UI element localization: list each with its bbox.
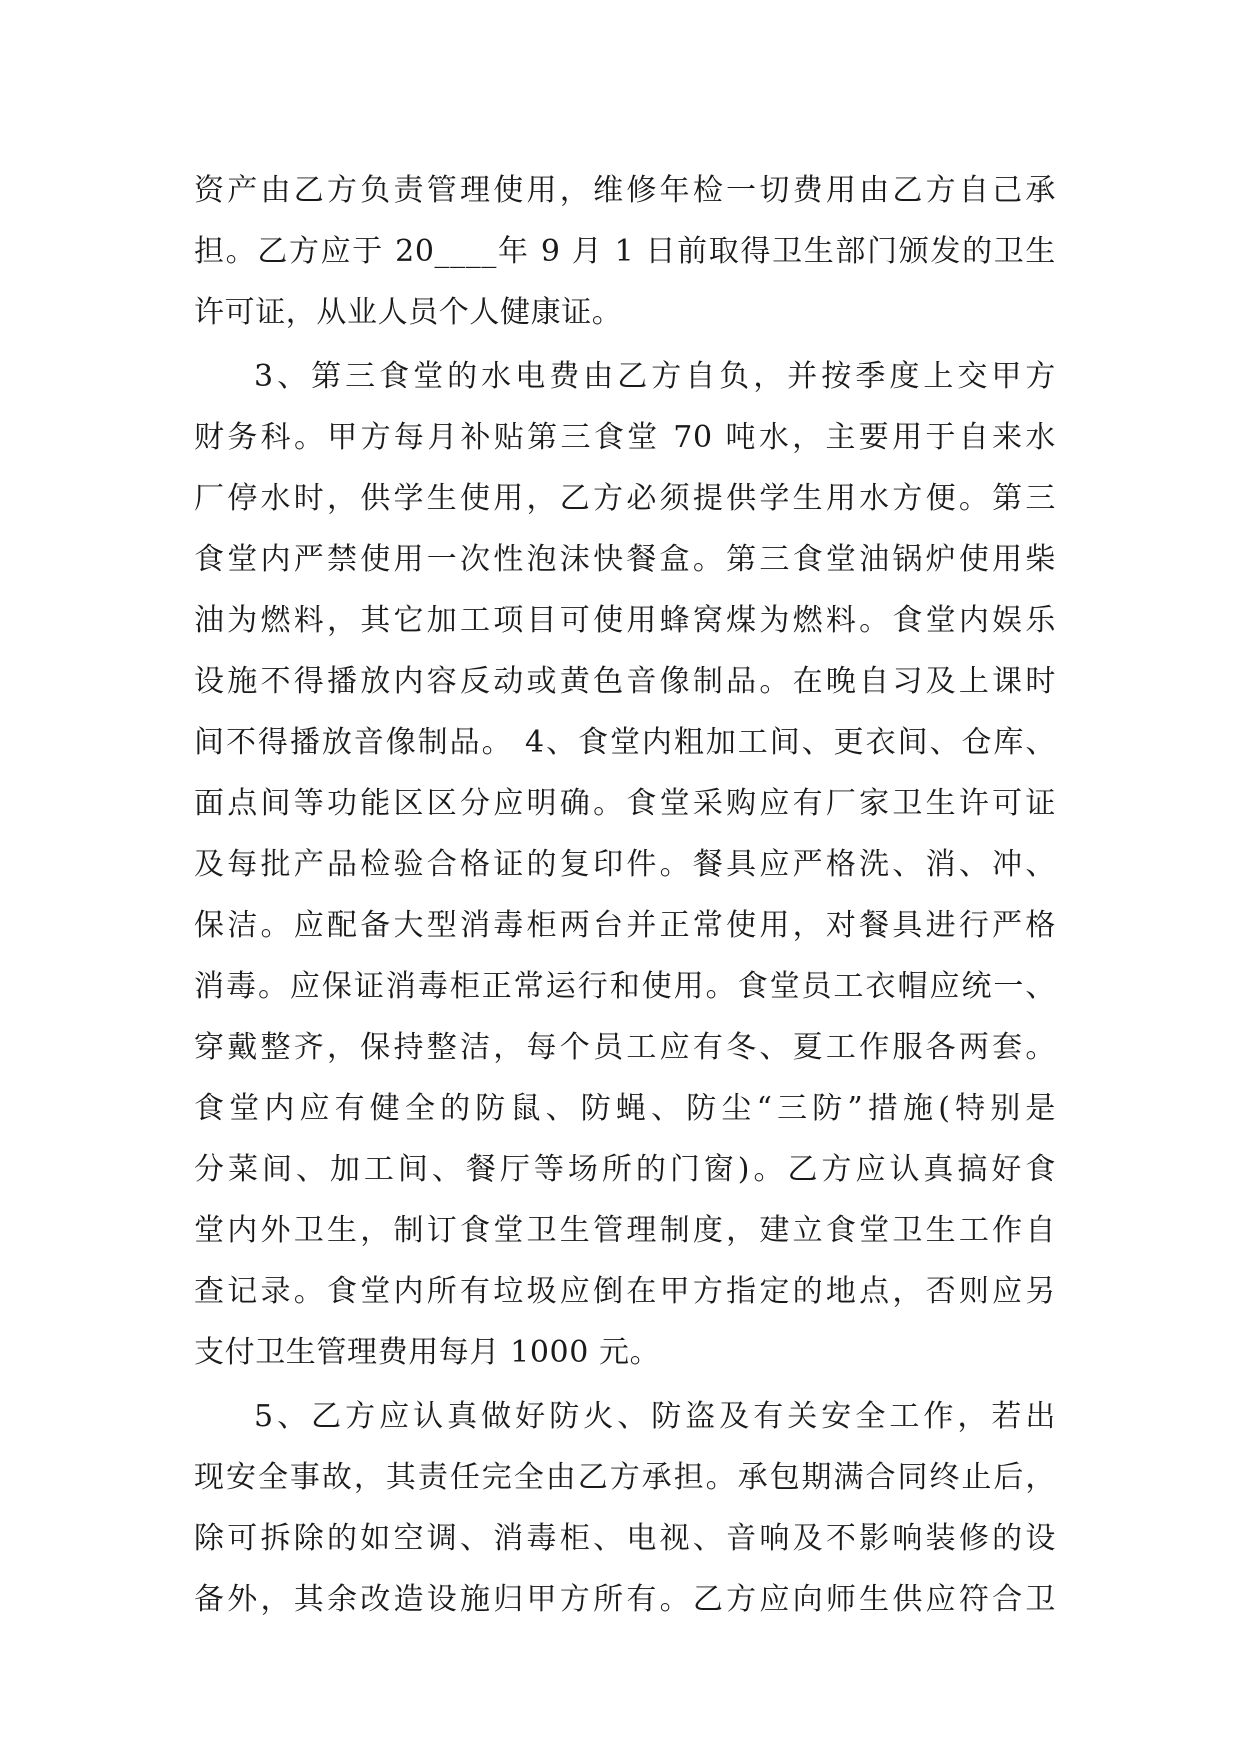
text-line: 许可证，从业人员个人健康证。	[194, 295, 623, 330]
text-line: 5、乙方应认真做好防火、防盗及有关安全工作，若出	[254, 1399, 1056, 1434]
text-line: 食堂内严禁使用一次性泡沫快餐盒。第三食堂油锅炉使用柴	[194, 542, 1056, 577]
text-line: 食堂内应有健全的防鼠、防蝇、防尘“三防”措施(特别是	[194, 1091, 1056, 1126]
text-line: 堂内外卫生，制订食堂卫生管理制度，建立食堂卫生工作自	[194, 1213, 1056, 1248]
paragraph-clause-3	[194, 346, 1056, 1383]
text-line: 分菜间、加工间、餐厅等场所的门窗)。乙方应认真搞好食	[194, 1152, 1056, 1187]
text-line: 间不得播放音像制品。 4、食堂内粗加工间、更衣间、仓库、	[194, 725, 1056, 760]
text-line: 面点间等功能区区分应明确。食堂采购应有厂家卫生许可证	[194, 786, 1056, 821]
text-line: 穿戴整齐，保持整洁，每个员工应有冬、夏工作服各两套。	[194, 1030, 1056, 1065]
text-line: 3、第三食堂的水电费由乙方自负，并按季度上交甲方	[254, 359, 1056, 394]
text-line: 设施不得播放内容反动或黄色音像制品。在晚自习及上课时	[194, 664, 1056, 699]
text-line: 支付卫生管理费用每月 1000 元。	[194, 1335, 661, 1370]
text-line: 保洁。应配备大型消毒柜两台并正常使用，对餐具进行严格	[194, 908, 1056, 943]
text-line: 除可拆除的如空调、消毒柜、电视、音响及不影响装修的设	[194, 1521, 1056, 1556]
paragraph-asset-management	[194, 160, 1056, 343]
text-line: 厂停水时，供学生使用，乙方必须提供学生用水方便。第三	[194, 481, 1056, 516]
text-line: 现安全事故，其责任完全由乙方承担。承包期满合同终止后，	[194, 1460, 1056, 1495]
text-line: 财务科。甲方每月补贴第三食堂 70 吨水，主要用于自来水	[194, 420, 1056, 455]
text-line: 资产由乙方负责管理使用，维修年检一切费用由乙方自己承	[194, 173, 1056, 208]
document-page	[194, 160, 1056, 1630]
text-line: 及每批产品检验合格证的复印件。餐具应严格洗、消、冲、	[194, 847, 1056, 882]
paragraph-clause-5	[194, 1386, 1056, 1630]
text-line: 查记录。食堂内所有垃圾应倒在甲方指定的地点，否则应另	[194, 1274, 1056, 1309]
text-line: 担。乙方应于 20____年 9 月 1 日前取得卫生部门颁发的卫生	[194, 234, 1056, 269]
text-line: 消毒。应保证消毒柜正常运行和使用。食堂员工衣帽应统一、	[194, 969, 1056, 1004]
text-line: 油为燃料，其它加工项目可使用蜂窝煤为燃料。食堂内娱乐	[194, 603, 1056, 638]
text-line: 备外，其余改造设施归甲方所有。乙方应向师生供应符合卫	[194, 1582, 1056, 1617]
